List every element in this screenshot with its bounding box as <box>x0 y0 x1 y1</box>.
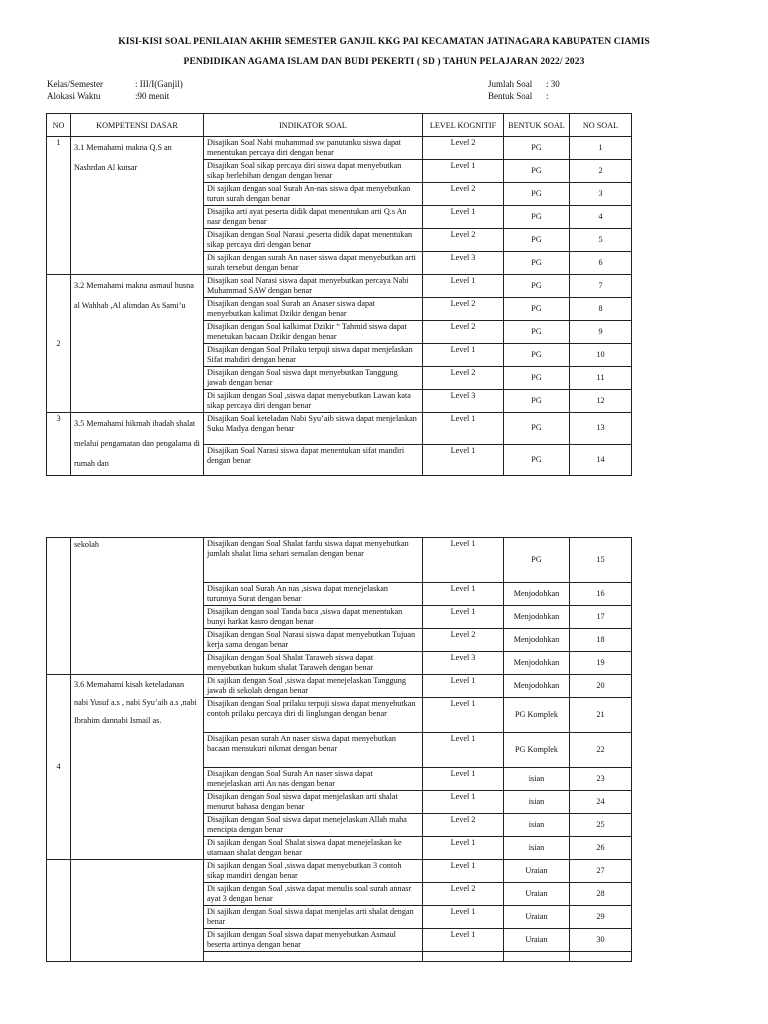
level-cell: Level 1 <box>423 791 504 814</box>
nomor-soal-cell: 30 <box>570 929 632 952</box>
level-cell: Level 2 <box>423 183 504 206</box>
indikator-cell: Disajikan dengan Soal siswa dapt menyebutkan Tanggung jawab dengan benar <box>204 367 423 390</box>
indikator-cell: Disajikan dengan Soal prilaku terpuji siswa dapat menyebutkan contoh prilaku percaya diri di linglungan dengan benar <box>204 698 423 733</box>
indikator-cell: Di sajikan dengan soal Surah An-nas siswa dpat menyebutkan turun surah dengan benar <box>204 183 423 206</box>
level-cell: Level 1 <box>423 675 504 698</box>
kompetensi-dasar-cell: sekolah <box>71 538 204 675</box>
nomor-soal-cell: 24 <box>570 791 632 814</box>
header-no: NO <box>47 114 71 137</box>
level-cell: Level 2 <box>423 229 504 252</box>
kelas-value: : III/I(Ganjil) <box>135 79 183 89</box>
indikator-cell: Disajikan dengan Soal Narasi siswa dapat menyebutkan Tujuan kerja sama dengan benar <box>204 629 423 652</box>
level-cell: Level 1 <box>423 837 504 860</box>
nomor-soal-cell: 19 <box>570 652 632 675</box>
jumlah-soal-value: : 30 <box>546 79 560 89</box>
nomor-soal-cell: 15 <box>570 538 632 583</box>
level-cell: Level 1 <box>423 733 504 768</box>
bentuk-cell: Menjodohkan <box>504 583 570 606</box>
nomor-soal-cell: 9 <box>570 321 632 344</box>
nomor-soal-cell: 8 <box>570 298 632 321</box>
bentuk-cell: PG <box>504 444 570 476</box>
table-row <box>47 137 632 160</box>
nomor-soal-cell: 26 <box>570 837 632 860</box>
level-cell: Level 1 <box>423 160 504 183</box>
table-row <box>47 275 632 298</box>
nomor-soal-cell: 13 <box>570 413 632 445</box>
level-cell: Level 2 <box>423 298 504 321</box>
indikator-cell: Di sajikan dengan Soal Shalat siswa dapat menejelaskan ke utamaan shalat dengan benar <box>204 837 423 860</box>
bentuk-cell: Menjodohkan <box>504 629 570 652</box>
level-cell: Level 1 <box>423 606 504 629</box>
level-cell: Level 1 <box>423 538 504 583</box>
indikator-cell: Disajikan soal Surah An nas ,siswa dapat menejelaskan turunnya Surat dengan benar <box>204 583 423 606</box>
header-level-kognitif: LEVEL KOGNITIF <box>423 114 504 137</box>
indikator-cell: Di sajikan dengan Soal ,siswa dapat menejelaskan Tanggung jawab di sekolah dengan benar <box>204 675 423 698</box>
indikator-cell: Disajikan dengan Soal Shalat fardu siswa dapat menyebutkan jumlah shalat lima sehari semalan dengan benar <box>204 538 423 583</box>
indikator-cell: Disajikan dengan Soal kalkimat Dzikir “ Tahmid siswa dapat menetukan bacaan Dzikir dengan benar <box>204 321 423 344</box>
level-cell: Level 1 <box>423 206 504 229</box>
table-row <box>47 413 632 445</box>
bentuk-cell: isian <box>504 837 570 860</box>
header-bentuk-soal: BENTUK SOAL <box>504 114 570 137</box>
nomor-soal-cell: 4 <box>570 206 632 229</box>
level-cell: Level 2 <box>423 814 504 837</box>
level-cell: Level 1 <box>423 275 504 298</box>
level-cell: Level 2 <box>423 367 504 390</box>
level-cell: Level 2 <box>423 883 504 906</box>
empty-cell <box>504 952 570 962</box>
row-group-number: 1 <box>47 137 71 275</box>
indikator-cell: Disajikan dengan Soal siswa dapat menjelaskan arti shalat menurut bahasa dengan benar <box>204 791 423 814</box>
bentuk-cell: Uraian <box>504 883 570 906</box>
level-cell: Level 1 <box>423 344 504 367</box>
bentuk-cell: PG <box>504 413 570 445</box>
header-no-soal: NO SOAL <box>570 114 632 137</box>
level-cell: Level 1 <box>423 929 504 952</box>
indikator-cell: Disajikan dengan Soal Prilaku terpuji siswa dapat menjelaskan Sifat mahdiri dengan benar <box>204 344 423 367</box>
bentuk-soal-value: : <box>546 91 549 101</box>
bentuk-cell: PG <box>504 344 570 367</box>
indikator-cell: Disajikan dengan Soal Shalat Taraweh siswa dapat menyebutkan hukum shalat Taraweh dengan benar <box>204 652 423 675</box>
row-group-number: 3 <box>47 413 71 476</box>
bentuk-cell: Uraian <box>504 860 570 883</box>
level-cell: Level 2 <box>423 321 504 344</box>
header-indikator-soal: INDIKATOR SOAL <box>204 114 423 137</box>
level-cell: Level 2 <box>423 629 504 652</box>
empty-cell <box>204 952 423 962</box>
kompetensi-dasar-cell: 3.5 Memahami hikmah ibadah shalat melalui pengamatan dan pengalama di rumah dan <box>71 413 204 476</box>
alokasi-value: :90 menit <box>135 91 170 101</box>
empty-cell <box>570 952 632 962</box>
bentuk-cell: PG <box>504 538 570 583</box>
bentuk-cell: PG Komplek <box>504 698 570 733</box>
bentuk-cell: Menjodohkan <box>504 606 570 629</box>
document-title: KISI-KISI SOAL PENILAIAN AKHIR SEMESTER GANJIL KKG PAI KECAMATAN JATINAGARA KABUPATEN CIAMIS <box>118 37 650 47</box>
nomor-soal-cell: 11 <box>570 367 632 390</box>
bentuk-cell: PG <box>504 252 570 275</box>
table-body <box>47 538 632 962</box>
nomor-soal-cell: 20 <box>570 675 632 698</box>
kelas-label: Kelas/Semester <box>47 79 103 89</box>
level-cell: Level 1 <box>423 860 504 883</box>
level-cell: Level 2 <box>423 137 504 160</box>
table-header-row <box>47 114 632 137</box>
indikator-cell: Disajikan Soal Nabi muhammad sw panutanku siswa dapat menentukan percaya diri dengan benar <box>204 137 423 160</box>
indikator-cell: Disajikan pesan surah An naser siswa dapat menyebutkan bacaan mensukuri nikmat dengan benar <box>204 733 423 768</box>
kisi-table-page1 <box>46 113 632 476</box>
bentuk-cell: isian <box>504 768 570 791</box>
level-cell: Level 3 <box>423 252 504 275</box>
kompetensi-dasar-cell: 3.6 Memahami kisah keteladanan nabi Yusuf a.s , nabi Syu’aib a.s ,nabi Ibrahim dannabi Ismail as. <box>71 675 204 860</box>
nomor-soal-cell: 3 <box>570 183 632 206</box>
nomor-soal-cell: 16 <box>570 583 632 606</box>
nomor-soal-cell: 1 <box>570 137 632 160</box>
bentuk-cell: PG <box>504 275 570 298</box>
nomor-soal-cell: 12 <box>570 390 632 413</box>
level-cell: Level 1 <box>423 768 504 791</box>
nomor-soal-cell: 27 <box>570 860 632 883</box>
nomor-soal-cell: 29 <box>570 906 632 929</box>
header-kompetensi-dasar: KOMPETENSI DASAR <box>71 114 204 137</box>
bentuk-cell: Menjodohkan <box>504 675 570 698</box>
indikator-cell: Disajikan Soal sikap percaya diri siswa dapat menyebutkan sikap berlebihan dengan dengan benar <box>204 160 423 183</box>
nomor-soal-cell: 6 <box>570 252 632 275</box>
bentuk-cell: PG <box>504 390 570 413</box>
empty-cell <box>423 952 504 962</box>
bentuk-cell: PG Komplek <box>504 733 570 768</box>
indikator-cell: Disajikan Soal Narasi siswa dapat menentukan sifat mandiri dengan benar <box>204 444 423 476</box>
kompetensi-dasar-cell: 3.2 Memahami makna asmaul husna al Wahhab ,Al alimdan As Sami’u <box>71 275 204 413</box>
bentuk-soal-label: Bentuk Soal <box>488 91 533 101</box>
level-cell: Level 1 <box>423 906 504 929</box>
indikator-cell: Disajikan soal Narasi siswa dapat menyebutkan percaya Nabi Muhammad SAW dengan benar <box>204 275 423 298</box>
nomor-soal-cell: 2 <box>570 160 632 183</box>
table-row <box>47 675 632 698</box>
nomor-soal-cell: 5 <box>570 229 632 252</box>
indikator-cell: Disajikan dengan Soal siswa dapat menejelaskan Allah maha mencipta dengan benar <box>204 814 423 837</box>
kompetensi-dasar-cell <box>71 860 204 962</box>
indikator-cell: Di sajikan dengan Soal ,siswa dapat menyebutkan 3 contoh sikap mandiri dengan benar <box>204 860 423 883</box>
bentuk-cell: Uraian <box>504 906 570 929</box>
table-row <box>47 538 632 583</box>
indikator-cell: Disajikan dengan Soal Surah An naser siswa dapat menejelaskan arti An nas dengan benar <box>204 768 423 791</box>
bentuk-cell: PG <box>504 298 570 321</box>
bentuk-cell: PG <box>504 183 570 206</box>
indikator-cell: Disajika arti ayat peserta didik dapat menentukan arti Q.s An nasr dengan benar <box>204 206 423 229</box>
document-subtitle: PENDIDIKAN AGAMA ISLAM DAN BUDI PEKERTI ( SD ) TAHUN PELAJARAN 2022/ 2023 <box>183 57 585 67</box>
nomor-soal-cell: 21 <box>570 698 632 733</box>
nomor-soal-cell: 10 <box>570 344 632 367</box>
level-cell: Level 1 <box>423 413 504 445</box>
kisi-table-page2 <box>46 537 632 962</box>
jumlah-soal-label: Jumlah Soal <box>488 79 533 89</box>
nomor-soal-cell: 7 <box>570 275 632 298</box>
level-cell: Level 1 <box>423 698 504 733</box>
indikator-cell: Disajikan dengan soal Surah an Anaser siswa dapat menyebutkan kalimat Dzikir dengan benar <box>204 298 423 321</box>
bentuk-cell: isian <box>504 791 570 814</box>
indikator-cell: Di sajikan dengan Soal ,siswa dapat menyebutkan Lawan kata sikap percaya diri dengan benar <box>204 390 423 413</box>
indikator-cell: Di sajikan dengan Soal siswa dapat menyebutkan Asmaul beserta artinya dengan benar <box>204 929 423 952</box>
row-group-number: 4 <box>47 675 71 860</box>
kompetensi-dasar-cell: 3.1 Memahami makna Q.S an Nashrdan Al kutsar <box>71 137 204 275</box>
level-cell: Level 3 <box>423 390 504 413</box>
table-row <box>47 860 632 883</box>
indikator-cell: Disajikan dengan Soal Narasi ,peserta didik dapat menentukan sikap percaya diri dengan benar <box>204 229 423 252</box>
nomor-soal-cell: 22 <box>570 733 632 768</box>
bentuk-cell: PG <box>504 137 570 160</box>
indikator-cell: Di sajikan dengan Soal ,siswa dapat menulis soal surah annasr ayat 3 dengan benar <box>204 883 423 906</box>
row-group-number <box>47 538 71 675</box>
indikator-cell: Disajikan dengan soal Tanda baca ,siswa dapat menentukan bunyi harkat kasro dengan benar <box>204 606 423 629</box>
bentuk-cell: PG <box>504 160 570 183</box>
indikator-cell: Disajikan Soal keteladan Nabi Syu’aib siswa dapat menjelaskan Suku Madya dengan benar <box>204 413 423 445</box>
nomor-soal-cell: 25 <box>570 814 632 837</box>
nomor-soal-cell: 17 <box>570 606 632 629</box>
nomor-soal-cell: 23 <box>570 768 632 791</box>
nomor-soal-cell: 18 <box>570 629 632 652</box>
row-group-number: 2 <box>47 275 71 413</box>
row-group-number <box>47 860 71 962</box>
alokasi-label: Alokasi Waktu <box>47 91 101 101</box>
nomor-soal-cell: 14 <box>570 444 632 476</box>
bentuk-cell: Menjodohkan <box>504 652 570 675</box>
bentuk-cell: PG <box>504 321 570 344</box>
indikator-cell: Di sajikan dengan Soal siswa dapat menjelas arti shalat dengan benar <box>204 906 423 929</box>
level-cell: Level 3 <box>423 652 504 675</box>
bentuk-cell: isian <box>504 814 570 837</box>
bentuk-cell: PG <box>504 206 570 229</box>
indikator-cell: Di sajikan dengan surah An naser siswa dapat menyebutkan arti surah tersebut dengan benar <box>204 252 423 275</box>
bentuk-cell: PG <box>504 367 570 390</box>
table-body <box>47 114 632 476</box>
level-cell: Level 1 <box>423 583 504 606</box>
bentuk-cell: Uraian <box>504 929 570 952</box>
level-cell: Level 1 <box>423 444 504 476</box>
nomor-soal-cell: 28 <box>570 883 632 906</box>
bentuk-cell: PG <box>504 229 570 252</box>
